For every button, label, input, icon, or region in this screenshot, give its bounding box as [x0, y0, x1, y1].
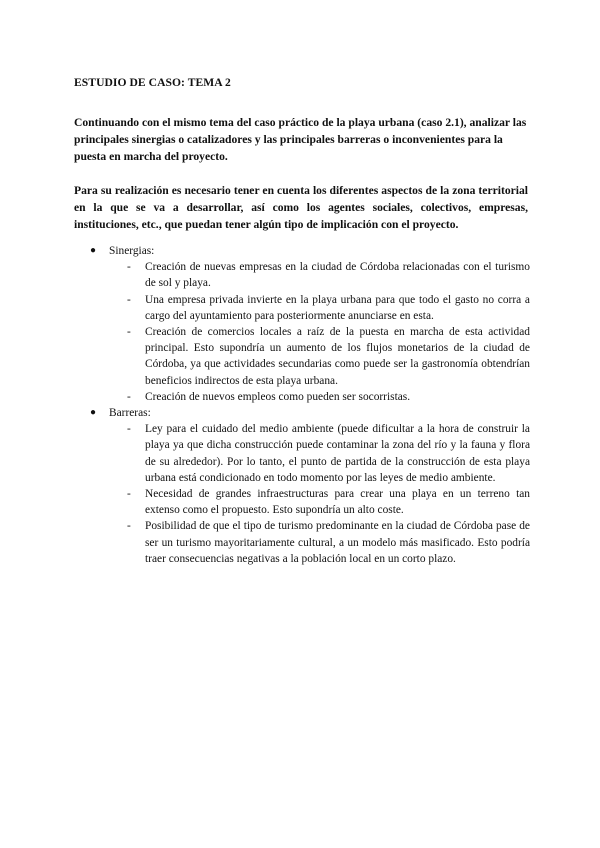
section-heading-sinergias: Sinergias:: [109, 245, 155, 257]
bullet-icon: ●: [90, 407, 97, 419]
list-item: [109, 259, 530, 291]
dash-marker: -: [127, 423, 131, 436]
intro-paragraph: Continuando con el mismo tema del caso práctico de la playa urbana (caso 2.1), analizar las principales sinergias o catalizadores y las principales barreras o inconvenientes para la puesta en marcha del proyecto.: [74, 116, 527, 163]
list-item: [109, 486, 530, 518]
list-item-text: Una empresa privada invierte en la playa urbana para que todo el gasto no corra a cargo del ayuntamiento para posteriormente anunciarse en esta.: [145, 293, 530, 322]
list-item-barreras: [90, 405, 530, 567]
document-title: ESTUDIO DE CASO: TEMA 2: [74, 76, 231, 89]
dash-marker: -: [127, 326, 131, 339]
section-heading-barreras: Barreras:: [109, 407, 151, 420]
list-item: [109, 421, 530, 486]
dash-marker: -: [127, 390, 131, 403]
analysis-list: [90, 243, 530, 567]
list-item-text: Posibilidad de que el tipo de turismo predominante en la ciudad de Córdoba pase de ser un turismo mayoritariamente cultural, a un modelo más masificado. Esto podría traer consecuencias negativas a la población local en un corto plazo.: [145, 520, 530, 565]
list-item-text: Creación de nuevos empleos como pueden ser socorristas.: [145, 390, 411, 403]
bullet-icon: ●: [90, 245, 97, 256]
list-item-text: Necesidad de grandes infraestructuras para crear una playa en un terreno tan extenso como el propuesto. Esto supondría un alto coste.: [145, 488, 530, 517]
dash-marker: -: [127, 488, 131, 501]
list-item: [109, 292, 530, 324]
list-item: [109, 389, 530, 405]
list-item-text: Creación de nuevas empresas en la ciudad de Córdoba relacionadas con el turismo de sol y playa.: [145, 261, 530, 290]
dash-marker: -: [127, 520, 131, 533]
list-item-text: Creación de comercios locales a raíz de la puesta en marcha de esta actividad principal. Esto supondría un aumento de los flujos monetarios de la ciudad de Córdoba, ya que actividades secundarias como puede ser la gastronomía obtendrían beneficios indirectos de esta playa urbana.: [145, 326, 530, 387]
instructions-paragraph: Para su realización es necesario tener en cuenta los diferentes aspectos de la zona territorial en la que se va a desarrollar, así como los agentes sociales, colectivos, empresas, instituciones, etc., que puedan tener algún tipo de implicación con el proyecto.: [74, 184, 528, 231]
list-item-sinergias: [90, 243, 530, 405]
sinergias-sublist: [109, 259, 530, 405]
barreras-sublist: [109, 421, 530, 567]
list-item: [109, 518, 530, 567]
dash-marker: -: [127, 261, 131, 274]
list-item: [109, 324, 530, 389]
dash-marker: -: [127, 293, 131, 306]
list-item-text: Ley para el cuidado del medio ambiente (puede dificultar a la hora de construir la playa ya que dicha construcción puede contaminar la zona del río y la fauna y flora de su alrededor). Por lo tanto, el punto de partida de la construcción de esta playa urbana está condicionado en todo momento por las leyes de medio ambiente.: [145, 423, 530, 484]
